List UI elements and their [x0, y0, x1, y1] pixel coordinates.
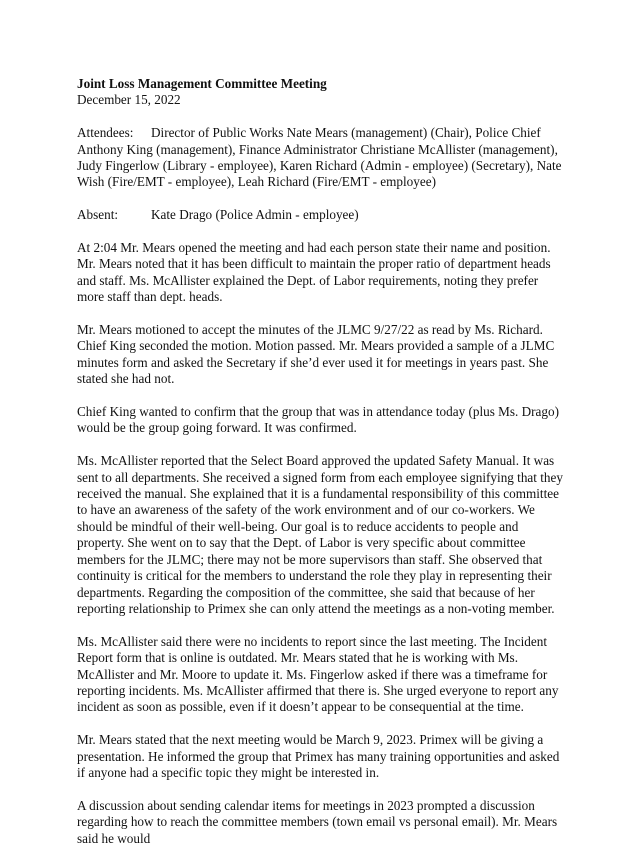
paragraph-next-meeting: Mr. Mears stated that the next meeting would be March 9, 2023. Primex will be giving a presentation. He informed the group that Primex has many training opportunities and asked if anyone had a specific topic they might be interested in.: [77, 732, 560, 780]
document-title: Joint Loss Management Committee Meeting: [77, 76, 327, 91]
absent-text: Kate Drago (Police Admin - employee): [151, 207, 359, 223]
attendees-label: Attendees:: [77, 125, 134, 141]
paragraph-opening: At 2:04 Mr. Mears opened the meeting and had each person state their name and position. Mr. Mears noted that it has been difficult to maintain the proper ratio of department heads and staff. Ms. McAllister explained the Dept. of Labor requirements, noting they prefer more staff than dept. heads.: [77, 240, 551, 305]
document-body: [77, 76, 567, 863]
paragraph-safety-manual: Ms. McAllister reported that the Select Board approved the updated Safety Manual. It was sent to all departments. She received a signed form from each employee signifying that they received the manual. She explained that it is a fundamental responsibility of this committee to have an awareness of the safety of the work environment and of our co-workers. We should be mindful of their well-being. Our goal is to reduce accidents to people and property. She went on to say that the Dept. of Labor is very specific about committee members for the JLMC; there may not be more supervisors than staff. She observed that continuity is critical for the members to understand the role they play in representing their departments. Regarding the composition of the committee, she said that because of her reporting relationship to Primex she can only attend the meetings as a non-voting member.: [77, 453, 563, 616]
paragraph-membership: Chief King wanted to confirm that the group that was in attendance today (plus Ms. Drago) would be the group going forward. It was confirmed.: [77, 404, 559, 436]
paragraph-calendar: A discussion about sending calendar items for meetings in 2023 prompted a discussion regarding how to reach the committee members (town email vs personal email). Mr. Mears said he would: [77, 797, 558, 846]
absent-label: Absent:: [77, 207, 119, 223]
paragraph-minutes: Mr. Mears motioned to accept the minutes of the JLMC 9/27/22 as read by Ms. Richard. Chief King seconded the motion. Motion passed. Mr. Mears provided a sample of a JLMC minutes form and asked the Secretary if she’d ever used it for meetings in years past. She stated she had not.: [77, 322, 555, 387]
attendees-paragraph: [77, 125, 567, 191]
absent-paragraph: [77, 207, 567, 223]
meeting-date: December 15, 2022: [77, 92, 181, 108]
paragraph-incidents: Ms. McAllister said there were no incidents to report since the last meeting. The Incident Report form that is online is outdated. Mr. Mears stated that he is working with Ms. McAllister and Mr. Moore to update it. Ms. Fingerlow asked if there was a timeframe for reporting incidents. Ms. McAllister affirmed that there is. She urged everyone to report any incident as soon as possible, even if it doesn’t appear to be consequential at the time.: [77, 633, 559, 715]
attendees-text: Director of Public Works Nate Mears (management) (Chair), Police Chief Anthony King (management), Finance Administrator Christiane McAllister (management), Judy Fingerlow (Library - employee), Karen Richard (Admin - employee) (Secretary), Nate Wish (Fire/EMT - employee), Leah Richard (Fire/EMT - employee): [77, 125, 562, 190]
